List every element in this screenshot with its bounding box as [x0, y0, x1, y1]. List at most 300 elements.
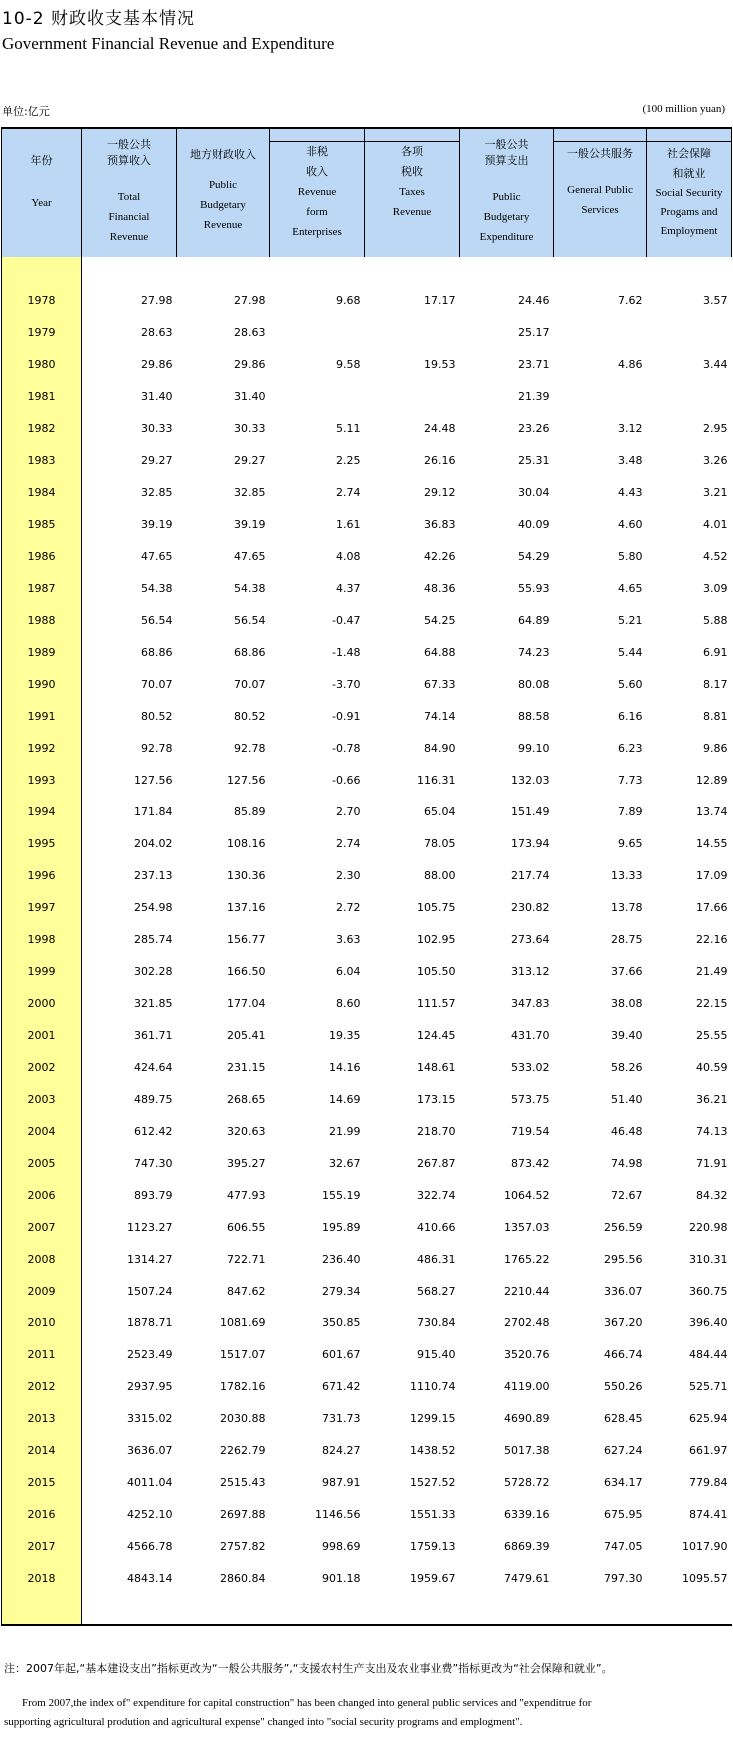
cell-total-revenue: 1507.24: [127, 1284, 173, 1298]
cell-expenditure: 25.17: [518, 326, 550, 340]
cell-social-security: 4.01: [703, 518, 728, 532]
table-row: [2, 732, 732, 764]
cell-general-services: 7.73: [618, 773, 643, 787]
cell-general-services: 4.65: [618, 581, 643, 595]
cell-taxes-revenue: 486.31: [417, 1252, 456, 1266]
table-row: [2, 1243, 732, 1275]
cell-social-security: 14.55: [696, 837, 728, 851]
cell-year: 1987: [2, 572, 82, 604]
cell-nontax-revenue: 236.40: [322, 1252, 361, 1266]
cell-taxes-revenue: 42.26: [424, 549, 456, 563]
cell-local-revenue: 156.77: [227, 933, 266, 947]
cell-taxes-revenue: 1110.74: [410, 1380, 456, 1394]
cell-total-revenue: 4011.04: [127, 1476, 173, 1490]
cell-nontax-revenue: 2.74: [336, 837, 361, 851]
cell-nontax-revenue: 6.04: [336, 965, 361, 979]
table-row: [2, 764, 732, 796]
cell-nontax-revenue: 2.30: [336, 869, 361, 883]
cell-local-revenue: 31.40: [234, 390, 266, 404]
cell-expenditure: 64.89: [518, 613, 550, 627]
cell-taxes-revenue: 410.66: [417, 1220, 456, 1234]
cell-general-services: 13.78: [611, 901, 643, 915]
cell-expenditure: 7479.61: [504, 1571, 550, 1585]
cell-general-services: 6.23: [618, 741, 643, 755]
table-row: [2, 1115, 732, 1147]
cell-nontax-revenue: 9.68: [336, 294, 361, 308]
cell-social-security: 13.74: [696, 805, 728, 819]
cell-nontax-revenue: 8.60: [336, 997, 361, 1011]
cell-year: 2013: [2, 1403, 82, 1435]
table-row: [2, 892, 732, 924]
cell-general-services: 72.67: [611, 1188, 643, 1202]
cell-year: 1995: [2, 828, 82, 860]
cell-taxes-revenue: 54.25: [424, 613, 456, 627]
cell-nontax-revenue: -0.78: [332, 741, 361, 755]
cell-local-revenue: 1782.16: [220, 1380, 266, 1394]
cell-expenditure: 273.64: [511, 933, 550, 947]
cell-expenditure: 40.09: [518, 518, 550, 532]
cell-total-revenue: 54.38: [141, 581, 173, 595]
cell-taxes-revenue: 322.74: [417, 1188, 456, 1202]
cell-local-revenue: 2515.43: [220, 1476, 266, 1490]
cell-local-revenue: 2860.84: [220, 1571, 266, 1585]
table-row: [2, 924, 732, 956]
cell-expenditure: 533.02: [511, 1060, 550, 1074]
cell-social-security: 8.17: [703, 677, 728, 691]
cell-local-revenue: 127.56: [227, 773, 266, 787]
cell-nontax-revenue: 2.74: [336, 486, 361, 500]
cell-nontax-revenue: -0.66: [332, 773, 361, 787]
cell-general-services: 628.45: [604, 1412, 643, 1426]
cell-year: 2015: [2, 1467, 82, 1499]
cell-expenditure: 1765.22: [504, 1252, 550, 1266]
cell-taxes-revenue: 1759.13: [410, 1540, 456, 1554]
cell-local-revenue: 205.41: [227, 1029, 266, 1043]
table-row: [2, 1147, 732, 1179]
cell-total-revenue: 321.85: [134, 997, 173, 1011]
cell-taxes-revenue: 65.04: [424, 805, 456, 819]
cell-social-security: 661.97: [689, 1444, 728, 1458]
cell-expenditure: 573.75: [511, 1092, 550, 1106]
cell-general-services: 5.21: [618, 613, 643, 627]
cell-social-security: 3.44: [703, 358, 728, 372]
cell-nontax-revenue: 2.70: [336, 805, 361, 819]
table-row: [2, 796, 732, 828]
cell-nontax-revenue: 195.89: [322, 1220, 361, 1234]
cell-general-services: 5.60: [618, 677, 643, 691]
cell-year: 1984: [2, 477, 82, 509]
cell-total-revenue: 32.85: [141, 486, 173, 500]
cell-year: 1993: [2, 764, 82, 796]
cell-nontax-revenue: 4.37: [336, 581, 361, 595]
cell-taxes-revenue: 84.90: [424, 741, 456, 755]
cell-taxes-revenue: 105.50: [417, 965, 456, 979]
cell-local-revenue: 606.55: [227, 1220, 266, 1234]
cell-expenditure: 4690.89: [504, 1412, 550, 1426]
table-body: [2, 257, 732, 1625]
cell-expenditure: 431.70: [511, 1029, 550, 1043]
cell-general-services: 7.62: [618, 294, 643, 308]
cell-year: 1988: [2, 604, 82, 636]
cell-social-security: 779.84: [689, 1476, 728, 1490]
cell-general-services: 46.48: [611, 1124, 643, 1138]
cell-total-revenue: 29.27: [141, 454, 173, 468]
cell-expenditure: 88.58: [518, 709, 550, 723]
note-en-line2: supporting agricultural prodution and agricultural expense" changed into "social security programs and emplogment".: [4, 1716, 523, 1728]
cell-nontax-revenue: 987.91: [322, 1476, 361, 1490]
cell-total-revenue: 68.86: [141, 645, 173, 659]
cell-nontax-revenue: 4.08: [336, 549, 361, 563]
cell-year: 1986: [2, 541, 82, 573]
cell-nontax-revenue: 1.61: [336, 518, 361, 532]
cell-general-services: 13.33: [611, 869, 643, 883]
cell-taxes-revenue: 105.75: [417, 901, 456, 915]
cell-nontax-revenue: 279.34: [322, 1284, 361, 1298]
cell-local-revenue: 30.33: [234, 422, 266, 436]
cell-social-security: 74.13: [696, 1124, 728, 1138]
cell-year: 2009: [2, 1275, 82, 1307]
cell-local-revenue: 166.50: [227, 965, 266, 979]
cell-nontax-revenue: 671.42: [322, 1380, 361, 1394]
cell-expenditure: 25.31: [518, 454, 550, 468]
cell-year: 1992: [2, 732, 82, 764]
cell-general-services: 37.66: [611, 965, 643, 979]
cell-social-security: 3.21: [703, 486, 728, 500]
cell-local-revenue: 2697.88: [220, 1508, 266, 1522]
table-row: [2, 1435, 732, 1467]
header-expenditure: 一般公共 预算支出 Public Budgetary Expenditure: [460, 128, 554, 257]
cell-total-revenue: 3315.02: [127, 1412, 173, 1426]
cell-local-revenue: 722.71: [227, 1252, 266, 1266]
cell-year: 2010: [2, 1307, 82, 1339]
cell-taxes-revenue: 915.40: [417, 1348, 456, 1362]
cell-nontax-revenue: 155.19: [322, 1188, 361, 1202]
cell-total-revenue: 92.78: [141, 741, 173, 755]
cell-general-services: 466.74: [604, 1348, 643, 1362]
header-total-revenue: 一般公共 预算收入 Total Financial Revenue: [82, 128, 177, 257]
cell-expenditure: 24.46: [518, 294, 550, 308]
unit-label-en: (100 million yuan): [642, 103, 725, 115]
cell-general-services: 3.12: [618, 422, 643, 436]
cell-general-services: 5.44: [618, 645, 643, 659]
cell-nontax-revenue: 14.69: [329, 1092, 361, 1106]
cell-general-services: 4.43: [618, 486, 643, 500]
cell-nontax-revenue: 14.16: [329, 1060, 361, 1074]
cell-total-revenue: 70.07: [141, 677, 173, 691]
cell-taxes-revenue: 568.27: [417, 1284, 456, 1298]
cell-year: 2005: [2, 1147, 82, 1179]
cell-local-revenue: 85.89: [234, 805, 266, 819]
cell-taxes-revenue: 64.88: [424, 645, 456, 659]
cell-total-revenue: 424.64: [134, 1060, 173, 1074]
cell-local-revenue: 29.27: [234, 454, 266, 468]
cell-general-services: 336.07: [604, 1284, 643, 1298]
cell-nontax-revenue: -0.47: [332, 613, 361, 627]
cell-taxes-revenue: 173.15: [417, 1092, 456, 1106]
cell-general-services: 51.40: [611, 1092, 643, 1106]
cell-nontax-revenue: 1146.56: [315, 1508, 361, 1522]
cell-local-revenue: 137.16: [227, 901, 266, 915]
cell-local-revenue: 2030.88: [220, 1412, 266, 1426]
cell-year: 1994: [2, 796, 82, 828]
cell-local-revenue: 847.62: [227, 1284, 266, 1298]
table-row: [2, 1020, 732, 1052]
cell-social-security: 17.66: [696, 901, 728, 915]
cell-year: 1999: [2, 956, 82, 988]
table-row: [2, 349, 732, 381]
table-row: [2, 604, 732, 636]
cell-expenditure: 873.42: [511, 1156, 550, 1170]
cell-social-security: 4.52: [703, 549, 728, 563]
cell-expenditure: 54.29: [518, 549, 550, 563]
cell-expenditure: 80.08: [518, 677, 550, 691]
header-general-services: 一般公共服务 General Public Services: [554, 128, 647, 257]
cell-taxes-revenue: 1438.52: [410, 1444, 456, 1458]
cell-year: 1997: [2, 892, 82, 924]
cell-taxes-revenue: 17.17: [424, 294, 456, 308]
table-row: [2, 988, 732, 1020]
spacer-row: [2, 1594, 732, 1625]
cell-year: 1991: [2, 700, 82, 732]
cell-taxes-revenue: 36.83: [424, 518, 456, 532]
cell-local-revenue: 28.63: [234, 326, 266, 340]
cell-total-revenue: 30.33: [141, 422, 173, 436]
table-row: [2, 860, 732, 892]
cell-expenditure: 6869.39: [504, 1540, 550, 1554]
cell-year: 2018: [2, 1563, 82, 1595]
cell-general-services: [554, 317, 647, 349]
cell-social-security: 12.89: [696, 773, 728, 787]
cell-social-security: 9.86: [703, 741, 728, 755]
note-en-line1: From 2007,the index of" expenditure for capital construction" has been changed into general public services and "expenditrue for: [22, 1697, 592, 1709]
cell-social-security: 5.88: [703, 613, 728, 627]
cell-total-revenue: 171.84: [134, 805, 173, 819]
cell-nontax-revenue: 5.11: [336, 422, 361, 436]
revenue-expenditure-table: [1, 127, 732, 1626]
cell-local-revenue: 1517.07: [220, 1348, 266, 1362]
cell-taxes-revenue: 88.00: [424, 869, 456, 883]
cell-local-revenue: 2757.82: [220, 1540, 266, 1554]
table-header: [2, 128, 732, 257]
cell-total-revenue: 31.40: [141, 390, 173, 404]
cell-expenditure: 5017.38: [504, 1444, 550, 1458]
cell-taxes-revenue: 29.12: [424, 486, 456, 500]
cell-general-services: 747.05: [604, 1540, 643, 1554]
cell-expenditure: 30.04: [518, 486, 550, 500]
cell-year: 1981: [2, 381, 82, 413]
cell-year: 1989: [2, 636, 82, 668]
cell-year: 2004: [2, 1115, 82, 1147]
cell-year: 1983: [2, 445, 82, 477]
cell-total-revenue: 2523.49: [127, 1348, 173, 1362]
cell-general-services: 9.65: [618, 837, 643, 851]
cell-local-revenue: 1081.69: [220, 1316, 266, 1330]
cell-general-services: 3.48: [618, 454, 643, 468]
cell-general-services: 4.60: [618, 518, 643, 532]
cell-local-revenue: 56.54: [234, 613, 266, 627]
cell-general-services: 634.17: [604, 1476, 643, 1490]
cell-general-services: 58.26: [611, 1060, 643, 1074]
cell-nontax-revenue: 19.35: [329, 1029, 361, 1043]
cell-year: 1996: [2, 860, 82, 892]
cell-general-services: 367.20: [604, 1316, 643, 1330]
cell-nontax-revenue: 32.67: [329, 1156, 361, 1170]
table-row: [2, 572, 732, 604]
cell-year: 2012: [2, 1371, 82, 1403]
cell-total-revenue: 302.28: [134, 965, 173, 979]
cell-total-revenue: 29.86: [141, 358, 173, 372]
cell-social-security: 310.31: [689, 1252, 728, 1266]
cell-nontax-revenue: 350.85: [322, 1316, 361, 1330]
cell-nontax-revenue: 998.69: [322, 1540, 361, 1554]
cell-taxes-revenue: 67.33: [424, 677, 456, 691]
cell-local-revenue: 177.04: [227, 997, 266, 1011]
cell-expenditure: 5728.72: [504, 1476, 550, 1490]
cell-expenditure: 347.83: [511, 997, 550, 1011]
cell-nontax-revenue: -3.70: [332, 677, 361, 691]
cell-social-security: 8.81: [703, 709, 728, 723]
cell-expenditure: 313.12: [511, 965, 550, 979]
cell-local-revenue: 47.65: [234, 549, 266, 563]
cell-taxes-revenue: 1299.15: [410, 1412, 456, 1426]
cell-general-services: 39.40: [611, 1029, 643, 1043]
cell-expenditure: 23.71: [518, 358, 550, 372]
cell-total-revenue: 39.19: [141, 518, 173, 532]
table-row: [2, 1531, 732, 1563]
cell-total-revenue: 80.52: [141, 709, 173, 723]
cell-nontax-revenue: 3.63: [336, 933, 361, 947]
cell-total-revenue: 1314.27: [127, 1252, 173, 1266]
cell-total-revenue: 489.75: [134, 1092, 173, 1106]
page-title-cn: 10-2 财政收支基本情况: [2, 9, 195, 29]
cell-year: 2008: [2, 1243, 82, 1275]
header-year: 年份 Year: [2, 128, 82, 257]
cell-total-revenue: 1123.27: [127, 1220, 173, 1234]
cell-expenditure: 99.10: [518, 741, 550, 755]
cell-nontax-revenue: [270, 381, 365, 413]
cell-general-services: [554, 381, 647, 413]
cell-nontax-revenue: 21.99: [329, 1124, 361, 1138]
table-row: [2, 1083, 732, 1115]
cell-social-security: 21.49: [696, 965, 728, 979]
table-row: [2, 1179, 732, 1211]
table-row: [2, 828, 732, 860]
table-row: [2, 1499, 732, 1531]
cell-expenditure: 1357.03: [504, 1220, 550, 1234]
table-row: [2, 541, 732, 573]
table-row: [2, 1467, 732, 1499]
cell-total-revenue: 56.54: [141, 613, 173, 627]
cell-local-revenue: 395.27: [227, 1156, 266, 1170]
cell-general-services: 256.59: [604, 1220, 643, 1234]
cell-expenditure: 230.82: [511, 901, 550, 915]
table-row: [2, 1307, 732, 1339]
cell-expenditure: 719.54: [511, 1124, 550, 1138]
cell-nontax-revenue: 2.25: [336, 454, 361, 468]
cell-total-revenue: 3636.07: [127, 1444, 173, 1458]
unit-label-cn: 单位:亿元: [2, 105, 50, 118]
cell-year: 2003: [2, 1083, 82, 1115]
cell-social-security: [647, 317, 732, 349]
cell-year: 1980: [2, 349, 82, 381]
header-taxes-revenue: 各项 税收 Taxes Revenue: [365, 128, 460, 257]
cell-social-security: 525.71: [689, 1380, 728, 1394]
cell-nontax-revenue: 901.18: [322, 1571, 361, 1585]
cell-taxes-revenue: 24.48: [424, 422, 456, 436]
cell-social-security: 3.26: [703, 454, 728, 468]
table-row: [2, 1275, 732, 1307]
cell-nontax-revenue: 731.73: [322, 1412, 361, 1426]
cell-taxes-revenue: 102.95: [417, 933, 456, 947]
cell-local-revenue: 70.07: [234, 677, 266, 691]
cell-general-services: 28.75: [611, 933, 643, 947]
header-local-revenue: 地方财政收入 Public Budgetary Revenue: [177, 128, 270, 257]
cell-social-security: 36.21: [696, 1092, 728, 1106]
table-row: [2, 509, 732, 541]
cell-social-security: 1095.57: [682, 1571, 728, 1585]
cell-social-security: 17.09: [696, 869, 728, 883]
header-social-security: 社会保障 和就业 Social Security Progams and Employment: [647, 128, 732, 257]
cell-local-revenue: 54.38: [234, 581, 266, 595]
cell-expenditure: 1064.52: [504, 1188, 550, 1202]
cell-nontax-revenue: 824.27: [322, 1444, 361, 1458]
table-row: [2, 1403, 732, 1435]
table-row: [2, 636, 732, 668]
cell-year: 2017: [2, 1531, 82, 1563]
cell-year: 2006: [2, 1179, 82, 1211]
cell-total-revenue: 4252.10: [127, 1508, 173, 1522]
cell-year: 2002: [2, 1052, 82, 1084]
cell-total-revenue: 4566.78: [127, 1540, 173, 1554]
cell-taxes-revenue: 74.14: [424, 709, 456, 723]
cell-general-services: 4.86: [618, 358, 643, 372]
table-row: [2, 285, 732, 317]
cell-social-security: 3.09: [703, 581, 728, 595]
table-row: [2, 1563, 732, 1595]
cell-taxes-revenue: 148.61: [417, 1060, 456, 1074]
cell-local-revenue: 108.16: [227, 837, 266, 851]
cell-local-revenue: 231.15: [227, 1060, 266, 1074]
cell-year: 2000: [2, 988, 82, 1020]
cell-expenditure: 132.03: [511, 773, 550, 787]
table-row: [2, 1052, 732, 1084]
table-row: [2, 413, 732, 445]
cell-local-revenue: 2262.79: [220, 1444, 266, 1458]
cell-taxes-revenue: 1959.67: [410, 1571, 456, 1585]
cell-expenditure: 151.49: [511, 805, 550, 819]
cell-year: 1998: [2, 924, 82, 956]
table-row: [2, 445, 732, 477]
cell-taxes-revenue: 48.36: [424, 581, 456, 595]
cell-local-revenue: 80.52: [234, 709, 266, 723]
cell-total-revenue: 747.30: [134, 1156, 173, 1170]
cell-expenditure: 4119.00: [504, 1380, 550, 1394]
cell-local-revenue: 130.36: [227, 869, 266, 883]
page-title-en: Government Financial Revenue and Expenditure: [2, 34, 335, 53]
cell-expenditure: 23.26: [518, 422, 550, 436]
cell-taxes-revenue: 78.05: [424, 837, 456, 851]
cell-local-revenue: 27.98: [234, 294, 266, 308]
cell-year: 2016: [2, 1499, 82, 1531]
cell-expenditure: 217.74: [511, 869, 550, 883]
cell-social-security: 2.95: [703, 422, 728, 436]
cell-local-revenue: 39.19: [234, 518, 266, 532]
cell-expenditure: 2702.48: [504, 1316, 550, 1330]
cell-expenditure: 2210.44: [504, 1284, 550, 1298]
cell-expenditure: 55.93: [518, 581, 550, 595]
cell-total-revenue: 204.02: [134, 837, 173, 851]
cell-general-services: 797.30: [604, 1571, 643, 1585]
